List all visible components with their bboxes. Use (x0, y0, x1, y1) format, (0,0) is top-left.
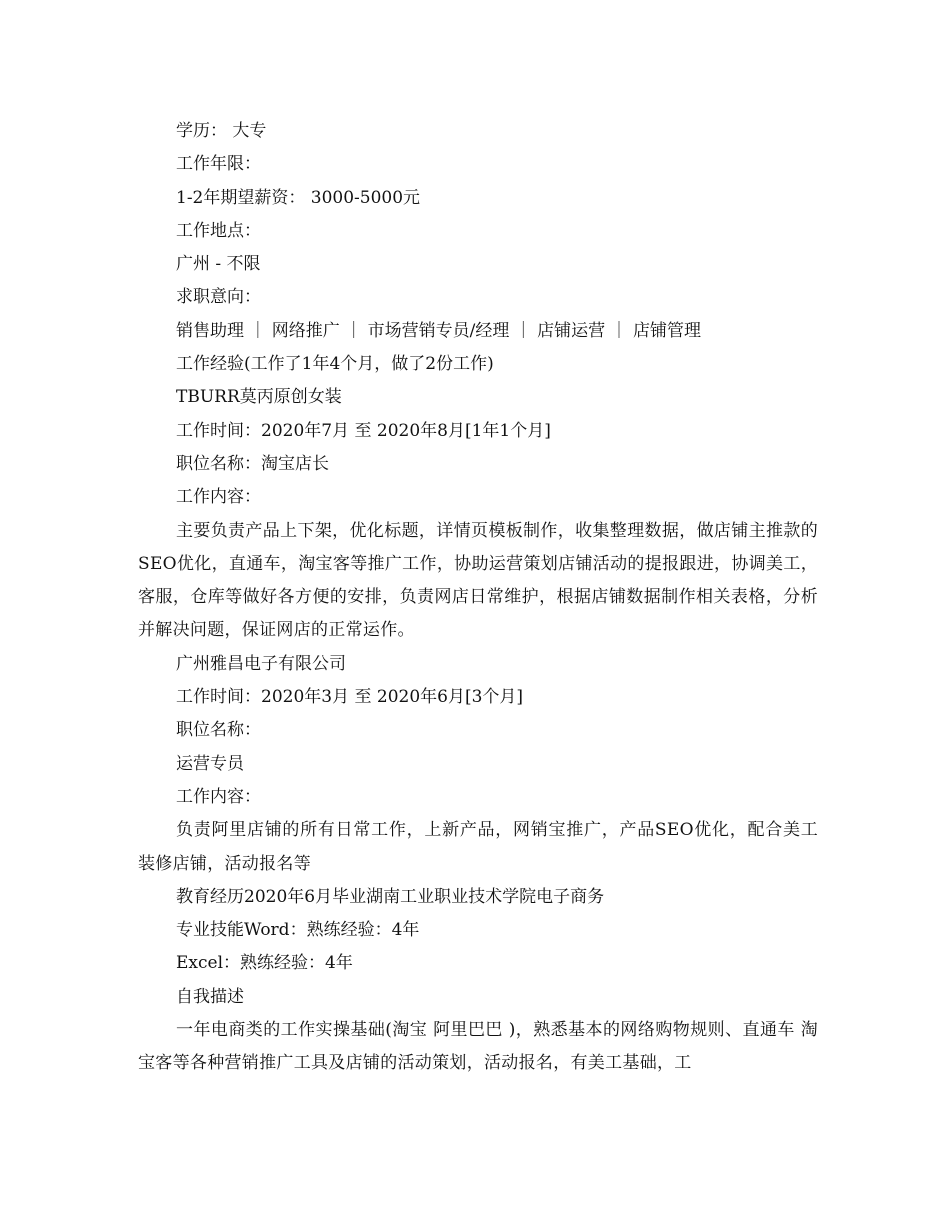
job-1-position: 职位名称：淘宝店长 (176, 453, 329, 474)
job-2-content: 负责阿里店铺的所有日常工作，上新产品，网销宝推广，产品SEO优化，配合美工装修店铺，活动报名等 (138, 820, 818, 874)
job-2-company: 广州雅昌电子有限公司 (176, 653, 346, 674)
job-1-content-label: 工作内容： (176, 487, 261, 508)
skill-word: 专业技能Word：熟练经验：4年 (176, 920, 420, 941)
job-1-content: 主要负责产品上下架，优化标题，详情页模板制作，收集整理数据，做店铺主推款的SEO优化，直通车，淘宝客等推广工作，协助运营策划店铺活动的提报跟进，协调美工，客服，仓库等做好各方便的安排，负责网店日常维护，根据店铺数据制作相关表格，分析并解决问题，保证网店的正常运作。 (138, 520, 818, 641)
location-value: 广州 - 不限 (176, 254, 261, 275)
job-2-time: 工作时间：2020年3月 至 2020年6月[3个月] (176, 687, 524, 708)
self-description-label: 自我描述 (176, 986, 244, 1007)
skill-excel: Excel：熟练经验：4年 (176, 953, 353, 974)
self-description: 一年电商类的工作实操基础(淘宝 阿里巴巴 )，熟悉基本的网络购物规则、直通车 淘宝客等各种营销推广工具及店铺的活动策划，活动报名，有美工基础，工 (138, 1020, 818, 1074)
education-history: 教育经历2020年6月毕业湖南工业职业技术学院电子商务 (176, 886, 605, 907)
work-years-and-salary: 1-2年期望薪资： 3000-5000元 (176, 187, 421, 208)
work-years-label: 工作年限： (176, 154, 261, 175)
job-intent-label: 求职意向： (176, 287, 261, 308)
job-1-company: TBURR莫丙原创女装 (176, 387, 342, 408)
experience-heading: 工作经验(工作了1年4个月，做了2份工作) (176, 354, 494, 375)
location-label: 工作地点： (176, 220, 261, 241)
job-2-position-label: 职位名称： (176, 720, 261, 741)
job-2-position-value: 运营专员 (176, 753, 244, 774)
education-level: 学历： 大专 (176, 121, 267, 141)
job-2-content-label: 工作内容： (176, 786, 261, 807)
resume-body (138, 115, 818, 1081)
job-1-time: 工作时间：2020年7月 至 2020年8月[1年1个月] (176, 420, 551, 441)
job-intent-value: 销售助理 ｜ 网络推广 ｜ 市场营销专员/经理 ｜ 店铺运营 ｜ 店铺管理 (176, 320, 701, 341)
